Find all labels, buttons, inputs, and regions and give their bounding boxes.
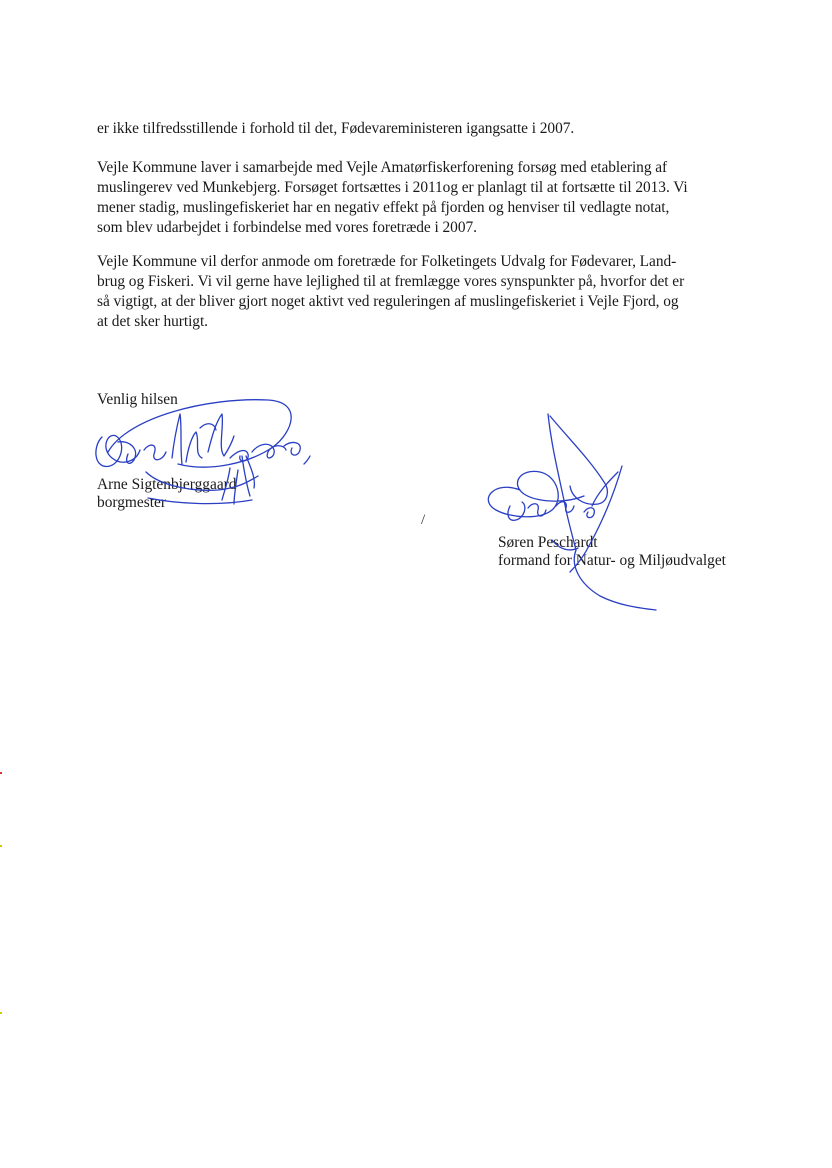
paragraph-line: mener stadig, muslingefiskeriet har en negativ effekt på fjorden og henviser til vedlagte notat,: [97, 199, 670, 216]
paragraph-line: som blev udarbejdet i forbindelse med vores foretræde i 2007.: [97, 219, 477, 236]
paragraph-2: [97, 158, 757, 238]
closing-greeting: Venlig hilsen: [97, 391, 178, 408]
signer-name: Arne Sigtenbjerggaard: [97, 476, 237, 493]
paragraph-line: muslingerev ved Munkebjerg. Forsøget fortsættes i 2011og er planlagt til at fortsætte til 2013. Vi: [97, 179, 688, 196]
paragraph-line: at det sker hurtigt.: [97, 313, 208, 330]
scan-speck: [0, 1012, 2, 1014]
paragraph-line: Vejle Kommune vil derfor anmode om foretræde for Folketingets Udvalg for Fødevarer, Land-: [97, 253, 677, 270]
paragraph-line: så vigtigt, at der bliver gjort noget aktivt ved reguleringen af muslingefiskeriet i Vejle Fjord, og: [97, 293, 679, 310]
paragraph-line: er ikke tilfredsstillende i forhold til det, Fødevareministeren igangsatte i 2007.: [97, 120, 575, 137]
scan-speck: [0, 772, 2, 774]
signer-block-mayor: [97, 476, 236, 512]
paragraph-1: [97, 119, 757, 139]
signer-block-chair: [498, 534, 726, 570]
paragraph-line: brug og Fiskeri. Vi vil gerne have lejlighed til at fremlægge vores synspunkter på, hvorfor det er: [97, 273, 685, 290]
signer-title: borgmester: [97, 494, 166, 511]
paragraph-line: Vejle Kommune laver i samarbejde med Vejle Amatørfiskerforening forsøg med etablering af: [97, 159, 668, 176]
stray-mark: /: [421, 512, 426, 528]
signer-title: formand for Natur- og Miljøudvalget: [498, 552, 726, 569]
signature-chair: [480, 410, 680, 615]
scan-speck: [0, 845, 2, 847]
paragraph-3: [97, 252, 757, 332]
signer-name: Søren Peschardt: [498, 534, 598, 551]
